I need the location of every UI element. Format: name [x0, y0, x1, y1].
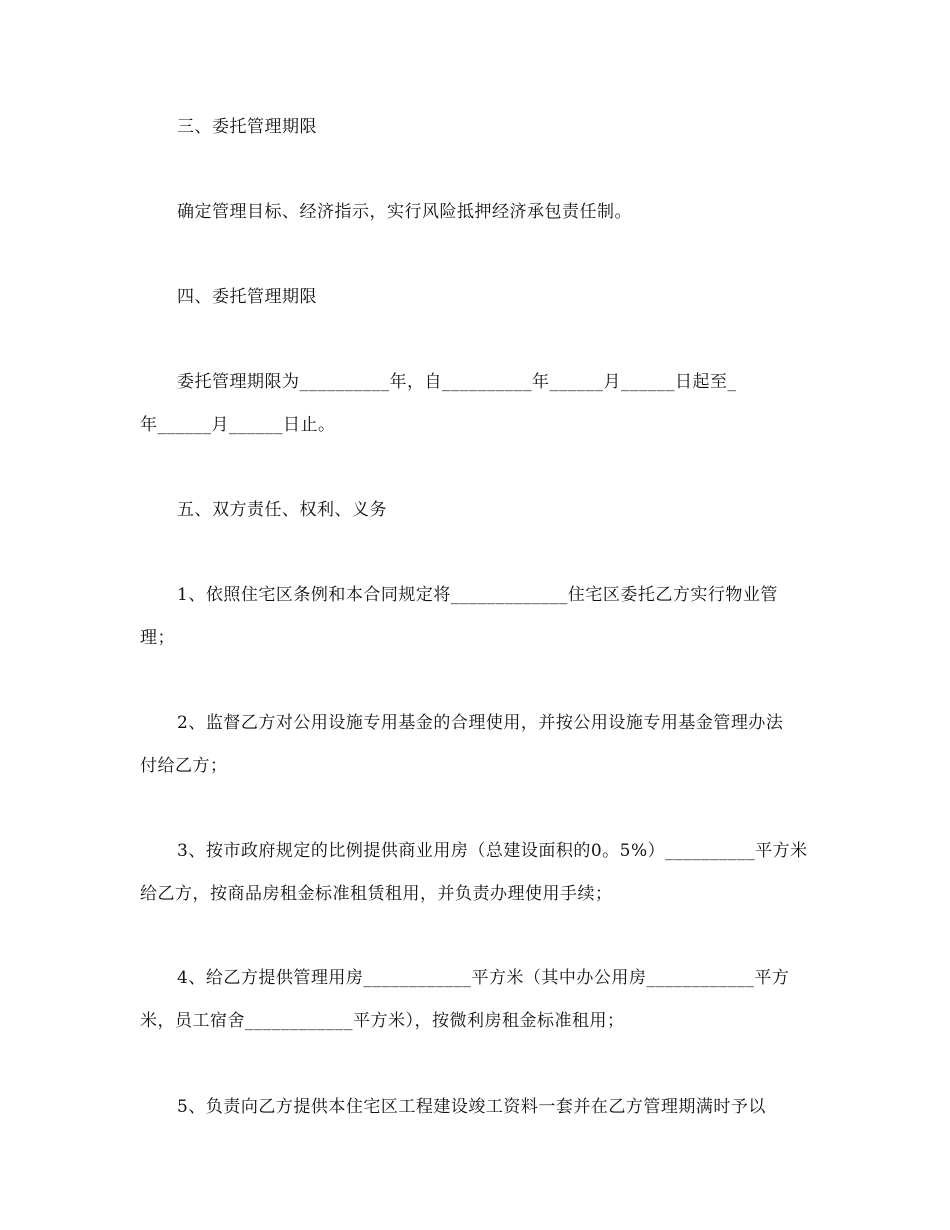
clause-1-line-2: 理； [140, 628, 175, 648]
clause-4-line-1: 4、给乙方提供管理用房____________平方米（其中办公用房____________平方 [177, 968, 790, 988]
clause-1-line-1: 1、依照住宅区条例和本合同规定将_____________住宅区委托乙方实行物业管 [177, 585, 778, 605]
clause-3-line-2: 给乙方，按商品房租金标准租赁租用，并负责办理使用手续； [140, 884, 613, 904]
clause-5-line-1: 5、负责向乙方提供本住宅区工程建设竣工资料一套并在乙方管理期满时予以 [177, 1097, 766, 1117]
paragraph-management-goals: 确定管理目标、经济指示，实行风险抵押经济承包责任制。 [177, 202, 632, 222]
paragraph-period-line-1: 委托管理期限为__________年，自__________年______月______日起至_ [177, 372, 737, 392]
section-heading-5: 五、双方责任、权利、义务 [177, 500, 387, 520]
section-heading-3: 三、委托管理期限 [177, 117, 317, 137]
clause-2-line-2: 付给乙方； [140, 756, 228, 776]
clause-3-line-1: 3、按市政府规定的比例提供商业用房（总建设面积的0。5%）__________平方米 [177, 841, 808, 861]
section-heading-4: 四、委托管理期限 [177, 287, 317, 307]
paragraph-period-line-2: 年______月______日止。 [140, 415, 336, 435]
clause-2-line-1: 2、监督乙方对公用设施专用基金的合理使用，并按公用设施专用基金管理办法 [177, 713, 784, 733]
clause-4-line-2: 米，员工宿舍____________平方米），按微利房租金标准租用； [140, 1011, 625, 1031]
